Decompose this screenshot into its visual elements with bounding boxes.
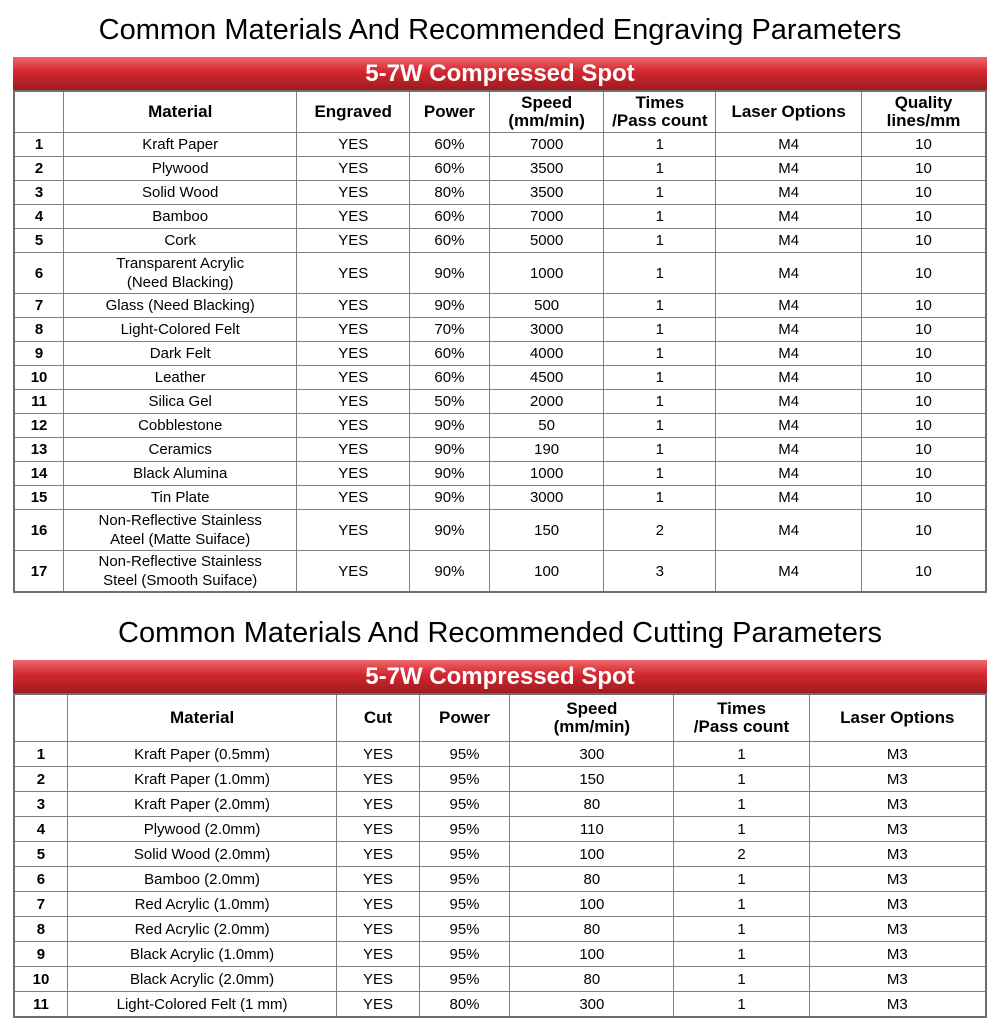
row-number-cell: 4 — [14, 817, 67, 842]
data-cell: Red Acrylic (2.0mm) — [67, 917, 336, 942]
data-cell: YES — [297, 486, 410, 510]
data-cell: 1 — [674, 867, 809, 892]
table-row — [14, 390, 986, 414]
column-header: Speed (mm/min) — [489, 91, 604, 133]
data-cell: 70% — [410, 318, 490, 342]
table-row — [14, 551, 986, 593]
table-row — [14, 867, 986, 892]
data-cell: 90% — [410, 462, 490, 486]
data-cell: 50% — [410, 390, 490, 414]
table-row — [14, 892, 986, 917]
cutting-banner — [13, 660, 987, 693]
data-cell: 95% — [419, 817, 509, 842]
row-number-cell: 4 — [14, 205, 64, 229]
data-cell: 10 — [862, 486, 986, 510]
section-gap — [0, 593, 1000, 603]
data-cell: Non-Reflective Stainless Ateel (Matte Suiface) — [64, 510, 297, 551]
row-number-cell: 2 — [14, 767, 67, 792]
row-number-cell: 12 — [14, 414, 64, 438]
data-cell: M4 — [716, 438, 862, 462]
data-cell: 80 — [510, 792, 674, 817]
data-cell: YES — [297, 551, 410, 593]
data-cell: Silica Gel — [64, 390, 297, 414]
data-cell: M4 — [716, 294, 862, 318]
data-cell: YES — [337, 817, 420, 842]
data-cell: YES — [337, 892, 420, 917]
row-number-cell: 3 — [14, 181, 64, 205]
data-cell: 2 — [604, 510, 716, 551]
data-cell: YES — [297, 318, 410, 342]
header-row — [14, 91, 986, 133]
data-cell: 3000 — [489, 486, 604, 510]
table-row — [14, 366, 986, 390]
data-cell: 1 — [604, 205, 716, 229]
data-cell: Plywood — [64, 157, 297, 181]
column-header: Power — [419, 694, 509, 742]
data-cell: 95% — [419, 917, 509, 942]
cutting-table — [13, 693, 987, 1018]
data-cell: Non-Reflective Stainless Steel (Smooth Suiface) — [64, 551, 297, 593]
row-number-cell: 16 — [14, 510, 64, 551]
table-row — [14, 767, 986, 792]
row-number-cell: 8 — [14, 318, 64, 342]
data-cell: Solid Wood — [64, 181, 297, 205]
data-cell: 1 — [604, 229, 716, 253]
row-number-cell: 8 — [14, 917, 67, 942]
data-cell: M3 — [809, 967, 986, 992]
data-cell: Red Acrylic (1.0mm) — [67, 892, 336, 917]
cutting-title: Common Materials And Recommended Cutting Parameters — [118, 617, 882, 649]
table-row — [14, 992, 986, 1018]
data-cell: Tin Plate — [64, 486, 297, 510]
data-cell: Dark Felt — [64, 342, 297, 366]
data-cell: Solid Wood (2.0mm) — [67, 842, 336, 867]
data-cell: 80 — [510, 867, 674, 892]
data-cell: M3 — [809, 842, 986, 867]
table-row — [14, 294, 986, 318]
data-cell: M3 — [809, 992, 986, 1018]
data-cell: Plywood (2.0mm) — [67, 817, 336, 842]
data-cell: M4 — [716, 414, 862, 438]
column-header: Times /Pass count — [604, 91, 716, 133]
column-header: Engraved — [297, 91, 410, 133]
data-cell: YES — [337, 867, 420, 892]
data-cell: 80 — [510, 967, 674, 992]
data-cell: M3 — [809, 917, 986, 942]
data-cell: 1 — [674, 967, 809, 992]
data-cell: YES — [337, 992, 420, 1018]
data-cell: Kraft Paper — [64, 133, 297, 157]
row-number-cell: 10 — [14, 366, 64, 390]
data-cell: 95% — [419, 942, 509, 967]
row-number-cell: 10 — [14, 967, 67, 992]
data-cell: M4 — [716, 486, 862, 510]
data-cell: YES — [337, 842, 420, 867]
column-header: Times /Pass count — [674, 694, 809, 742]
data-cell: YES — [297, 133, 410, 157]
data-cell: 95% — [419, 767, 509, 792]
data-cell: Black Acrylic (2.0mm) — [67, 967, 336, 992]
row-number-cell: 15 — [14, 486, 64, 510]
data-cell: 95% — [419, 792, 509, 817]
data-cell: YES — [337, 967, 420, 992]
data-cell: M4 — [716, 253, 862, 294]
data-cell: 1000 — [489, 462, 604, 486]
data-cell: M3 — [809, 942, 986, 967]
data-cell: 95% — [419, 892, 509, 917]
data-cell: 5000 — [489, 229, 604, 253]
data-cell: YES — [297, 438, 410, 462]
data-cell: 1 — [604, 462, 716, 486]
data-cell: 300 — [510, 742, 674, 767]
data-cell: 1 — [674, 767, 809, 792]
table-row — [14, 742, 986, 767]
data-cell: 1 — [674, 817, 809, 842]
data-cell: 95% — [419, 842, 509, 867]
table-row — [14, 462, 986, 486]
data-cell: Cobblestone — [64, 414, 297, 438]
data-cell: YES — [297, 414, 410, 438]
data-cell: 60% — [410, 205, 490, 229]
data-cell: M4 — [716, 133, 862, 157]
table-row — [14, 917, 986, 942]
data-cell: YES — [337, 742, 420, 767]
table-row — [14, 133, 986, 157]
data-cell: 90% — [410, 551, 490, 593]
data-cell: 10 — [862, 229, 986, 253]
data-cell: 90% — [410, 438, 490, 462]
table-row — [14, 510, 986, 551]
row-number-cell: 1 — [14, 133, 64, 157]
data-cell: 10 — [862, 205, 986, 229]
data-cell: 100 — [510, 842, 674, 867]
row-number-cell: 6 — [14, 253, 64, 294]
data-cell: 80% — [419, 992, 509, 1018]
table-row — [14, 438, 986, 462]
row-number-cell: 7 — [14, 892, 67, 917]
data-cell: YES — [297, 390, 410, 414]
data-cell: 1 — [604, 253, 716, 294]
data-cell: 7000 — [489, 205, 604, 229]
column-header: Power — [410, 91, 490, 133]
row-number-cell: 11 — [14, 390, 64, 414]
data-cell: 50 — [489, 414, 604, 438]
row-number-cell: 9 — [14, 342, 64, 366]
data-cell: 3 — [604, 551, 716, 593]
data-cell: M3 — [809, 817, 986, 842]
table-row — [14, 342, 986, 366]
data-cell: 90% — [410, 414, 490, 438]
data-cell: 1000 — [489, 253, 604, 294]
data-cell: YES — [297, 366, 410, 390]
row-number-cell: 2 — [14, 157, 64, 181]
data-cell: 1 — [674, 792, 809, 817]
row-number-cell: 13 — [14, 438, 64, 462]
row-number-cell: 6 — [14, 867, 67, 892]
data-cell: 10 — [862, 438, 986, 462]
data-cell: 1 — [604, 157, 716, 181]
data-cell: 10 — [862, 157, 986, 181]
data-cell: M3 — [809, 742, 986, 767]
engraving-title: Common Materials And Recommended Engraving Parameters — [98, 14, 902, 46]
data-cell: 1 — [604, 414, 716, 438]
data-cell: 1 — [604, 318, 716, 342]
data-cell: YES — [337, 917, 420, 942]
data-cell: M3 — [809, 892, 986, 917]
table-row — [14, 817, 986, 842]
row-number-cell: 5 — [14, 229, 64, 253]
data-cell: Kraft Paper (0.5mm) — [67, 742, 336, 767]
table-row — [14, 486, 986, 510]
column-header: Quality lines/mm — [862, 91, 986, 133]
data-cell: 4000 — [489, 342, 604, 366]
data-cell: Black Acrylic (1.0mm) — [67, 942, 336, 967]
data-cell: M4 — [716, 462, 862, 486]
column-header: Laser Options — [716, 91, 862, 133]
row-number-cell: 11 — [14, 992, 67, 1018]
data-cell: Light-Colored Felt — [64, 318, 297, 342]
data-cell: YES — [297, 205, 410, 229]
data-cell: 4500 — [489, 366, 604, 390]
cutting-banner-label: 5-7W Compressed Spot — [365, 663, 635, 690]
data-cell: 80 — [510, 917, 674, 942]
data-cell: 1 — [604, 486, 716, 510]
data-cell: YES — [297, 229, 410, 253]
table-row — [14, 942, 986, 967]
data-cell: 10 — [862, 181, 986, 205]
data-cell: 90% — [410, 294, 490, 318]
data-cell: 60% — [410, 342, 490, 366]
data-cell: 500 — [489, 294, 604, 318]
data-cell: M4 — [716, 181, 862, 205]
data-cell: 2000 — [489, 390, 604, 414]
data-cell: 60% — [410, 133, 490, 157]
data-cell: 10 — [862, 294, 986, 318]
data-cell: Black Alumina — [64, 462, 297, 486]
data-cell: 1 — [674, 892, 809, 917]
data-cell: 1 — [604, 366, 716, 390]
row-number-cell: 14 — [14, 462, 64, 486]
data-cell: 190 — [489, 438, 604, 462]
data-cell: Kraft Paper (1.0mm) — [67, 767, 336, 792]
row-number-cell: 17 — [14, 551, 64, 593]
column-header — [14, 694, 67, 742]
data-cell: Light-Colored Felt (1 mm) — [67, 992, 336, 1018]
row-number-cell: 5 — [14, 842, 67, 867]
data-cell: M4 — [716, 205, 862, 229]
data-cell: 90% — [410, 486, 490, 510]
data-cell: 300 — [510, 992, 674, 1018]
data-cell: M4 — [716, 342, 862, 366]
table-row — [14, 253, 986, 294]
column-header — [14, 91, 64, 133]
header-row — [14, 694, 986, 742]
data-cell: YES — [337, 767, 420, 792]
data-cell: 1 — [604, 438, 716, 462]
table-row — [14, 181, 986, 205]
data-cell: 3000 — [489, 318, 604, 342]
row-number-cell: 3 — [14, 792, 67, 817]
data-cell: M4 — [716, 510, 862, 551]
data-cell: M3 — [809, 792, 986, 817]
table-row — [14, 318, 986, 342]
data-cell: M4 — [716, 229, 862, 253]
data-cell: Glass (Need Blacking) — [64, 294, 297, 318]
data-cell: Bamboo (2.0mm) — [67, 867, 336, 892]
data-cell: 90% — [410, 253, 490, 294]
data-cell: Bamboo — [64, 205, 297, 229]
data-cell: 10 — [862, 253, 986, 294]
data-cell: M3 — [809, 767, 986, 792]
data-cell: 3500 — [489, 181, 604, 205]
row-number-cell: 7 — [14, 294, 64, 318]
data-cell: 10 — [862, 366, 986, 390]
column-header: Cut — [337, 694, 420, 742]
data-cell: 3500 — [489, 157, 604, 181]
data-cell: 10 — [862, 133, 986, 157]
data-cell: 10 — [862, 462, 986, 486]
data-cell: M4 — [716, 366, 862, 390]
table-row — [14, 205, 986, 229]
data-cell: YES — [297, 157, 410, 181]
data-cell: 1 — [604, 294, 716, 318]
data-cell: YES — [297, 510, 410, 551]
column-header: Speed (mm/min) — [510, 694, 674, 742]
table-row — [14, 414, 986, 438]
data-cell: M4 — [716, 551, 862, 593]
row-number-cell: 1 — [14, 742, 67, 767]
data-cell: 95% — [419, 867, 509, 892]
engraving-table — [13, 90, 987, 593]
data-cell: Kraft Paper (2.0mm) — [67, 792, 336, 817]
data-cell: 10 — [862, 510, 986, 551]
data-cell: 10 — [862, 342, 986, 366]
data-cell: 100 — [489, 551, 604, 593]
data-cell: Ceramics — [64, 438, 297, 462]
data-cell: 10 — [862, 414, 986, 438]
data-cell: 90% — [410, 510, 490, 551]
data-cell: YES — [297, 294, 410, 318]
cutting-section — [0, 603, 1000, 1018]
data-cell: 1 — [674, 992, 809, 1018]
table-row — [14, 842, 986, 867]
data-cell: 150 — [510, 767, 674, 792]
data-cell: 1 — [674, 942, 809, 967]
data-cell: 1 — [674, 742, 809, 767]
column-header: Material — [67, 694, 336, 742]
row-number-cell: 9 — [14, 942, 67, 967]
data-cell: 60% — [410, 366, 490, 390]
table-row — [14, 967, 986, 992]
data-cell: 10 — [862, 390, 986, 414]
data-cell: 95% — [419, 742, 509, 767]
data-cell: 100 — [510, 942, 674, 967]
data-cell: YES — [297, 181, 410, 205]
data-cell: 95% — [419, 967, 509, 992]
data-cell: 80% — [410, 181, 490, 205]
data-cell: 10 — [862, 318, 986, 342]
engraving-banner-label: 5-7W Compressed Spot — [365, 60, 635, 87]
data-cell: 1 — [604, 342, 716, 366]
column-header: Material — [64, 91, 297, 133]
data-cell: Transparent Acrylic (Need Blacking) — [64, 253, 297, 294]
data-cell: 60% — [410, 229, 490, 253]
table-row — [14, 792, 986, 817]
column-header: Laser Options — [809, 694, 986, 742]
data-cell: 1 — [674, 917, 809, 942]
data-cell: 1 — [604, 390, 716, 414]
data-cell: 2 — [674, 842, 809, 867]
data-cell: M4 — [716, 390, 862, 414]
data-cell: YES — [297, 342, 410, 366]
data-cell: 150 — [489, 510, 604, 551]
data-cell: Cork — [64, 229, 297, 253]
data-cell: 1 — [604, 133, 716, 157]
data-cell: 1 — [604, 181, 716, 205]
data-cell: 110 — [510, 817, 674, 842]
data-cell: YES — [297, 253, 410, 294]
data-cell: M4 — [716, 157, 862, 181]
data-cell: 100 — [510, 892, 674, 917]
data-cell: YES — [337, 792, 420, 817]
data-cell: 7000 — [489, 133, 604, 157]
table-row — [14, 229, 986, 253]
data-cell: 10 — [862, 551, 986, 593]
table-row — [14, 157, 986, 181]
data-cell: YES — [337, 942, 420, 967]
data-cell: 60% — [410, 157, 490, 181]
data-cell: M4 — [716, 318, 862, 342]
data-cell: YES — [297, 462, 410, 486]
data-cell: Leather — [64, 366, 297, 390]
data-cell: M3 — [809, 867, 986, 892]
engraving-banner — [13, 57, 987, 90]
